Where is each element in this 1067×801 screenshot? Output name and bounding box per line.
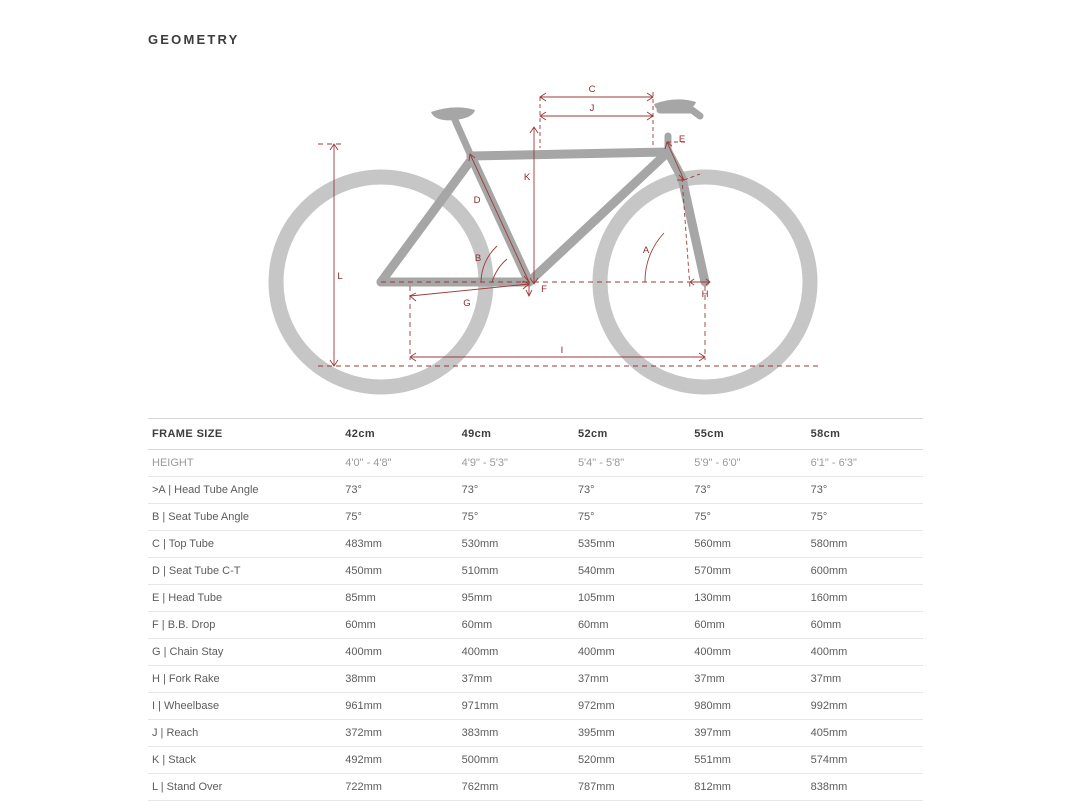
dim-label-D: D — [473, 195, 481, 206]
row-value: 85mm — [345, 592, 376, 604]
dim-label-A: A — [642, 245, 650, 256]
row-value: 580mm — [810, 538, 848, 550]
row-value: 37mm — [810, 673, 842, 685]
row-value: 492mm — [345, 754, 382, 766]
header-size-55: 55cm — [690, 419, 806, 450]
row-value: 95mm — [461, 592, 493, 604]
dim-label-B: B — [474, 253, 482, 264]
row-label: >A | Head Tube Angle — [152, 484, 259, 496]
row-value: 4'0" - 4'8" — [345, 457, 392, 469]
table-body — [148, 450, 923, 801]
row-value: 38mm — [345, 673, 376, 685]
row-value: 383mm — [461, 727, 499, 739]
row-value: 37mm — [694, 673, 725, 685]
row-label: F | B.B. Drop — [152, 619, 216, 631]
dim-label-E: E — [678, 134, 686, 145]
row-label: C | Top Tube — [152, 538, 214, 550]
table-header-row — [148, 419, 923, 450]
dim-label-I: I — [560, 345, 564, 356]
table-row — [148, 612, 923, 639]
table-row — [148, 774, 923, 801]
geometry-table — [148, 418, 923, 801]
row-label: I | Wheelbase — [152, 700, 220, 712]
row-value: 530mm — [461, 538, 499, 550]
frame-graphic — [381, 152, 705, 282]
row-value: 75° — [577, 511, 595, 523]
dim-label-H: H — [701, 289, 709, 300]
row-value: 570mm — [694, 565, 731, 577]
row-value: 971mm — [461, 700, 499, 712]
row-value: 500mm — [461, 754, 499, 766]
dim-label-K: K — [523, 172, 531, 183]
row-value: 600mm — [810, 565, 848, 577]
row-value: 5'9" - 6'0" — [694, 457, 741, 469]
row-value: 762mm — [461, 781, 499, 793]
saddle-graphic — [431, 99, 696, 120]
row-value: 787mm — [577, 781, 615, 793]
row-value: 73° — [461, 484, 479, 496]
table-row — [148, 720, 923, 747]
row-value: 722mm — [345, 781, 382, 793]
row-value: 972mm — [577, 700, 615, 712]
row-value: 37mm — [461, 673, 493, 685]
row-value: 60mm — [345, 619, 376, 631]
row-value: 551mm — [694, 754, 731, 766]
table-row — [148, 693, 923, 720]
row-value: 483mm — [345, 538, 382, 550]
row-value: 510mm — [461, 565, 499, 577]
row-value: 400mm — [461, 646, 499, 658]
row-label: H | Fork Rake — [152, 673, 220, 685]
row-value: 60mm — [694, 619, 725, 631]
row-value: 400mm — [577, 646, 615, 658]
row-value: 520mm — [577, 754, 615, 766]
measurement-lines — [318, 92, 818, 366]
row-value: 450mm — [345, 565, 382, 577]
row-value: 397mm — [694, 727, 731, 739]
table-row — [148, 504, 923, 531]
header-size-49: 49cm — [458, 419, 574, 450]
table-row — [148, 666, 923, 693]
row-label: E | Head Tube — [152, 592, 223, 604]
row-value: 6'1" - 6'3" — [810, 457, 857, 469]
row-label: D | Seat Tube C-T — [152, 565, 241, 577]
row-value: 400mm — [810, 646, 848, 658]
row-value: 400mm — [345, 646, 382, 658]
row-value: 540mm — [577, 565, 615, 577]
row-value: 73° — [694, 484, 711, 496]
row-value: 60mm — [577, 619, 609, 631]
table-row — [148, 747, 923, 774]
header-size-52: 52cm — [574, 419, 690, 450]
dim-label-C: C — [588, 84, 596, 95]
row-value: 105mm — [577, 592, 615, 604]
dim-label-L: L — [337, 271, 343, 282]
header-size-42: 42cm — [341, 419, 457, 450]
row-value: 37mm — [577, 673, 609, 685]
row-value: 160mm — [810, 592, 848, 604]
row-value: 535mm — [577, 538, 615, 550]
row-value: 980mm — [694, 700, 731, 712]
row-value: 75° — [461, 511, 479, 523]
row-label: G | Chain Stay — [152, 646, 224, 658]
row-value: 5'4" - 5'8" — [577, 457, 625, 469]
table-row — [148, 477, 923, 504]
bicycle-geometry-diagram — [148, 70, 923, 400]
row-value: 405mm — [810, 727, 848, 739]
table-row — [148, 450, 923, 477]
row-value: 130mm — [694, 592, 731, 604]
row-label: B | Seat Tube Angle — [152, 511, 250, 523]
row-value: 961mm — [345, 700, 382, 712]
header-frame-size: FRAME SIZE — [148, 419, 341, 450]
row-label: HEIGHT — [152, 457, 194, 469]
row-value: 75° — [694, 511, 711, 523]
page-title: GEOMETRY — [148, 32, 240, 47]
row-value: 395mm — [577, 727, 615, 739]
row-value: 73° — [345, 484, 362, 496]
row-value: 73° — [577, 484, 595, 496]
dim-label-F: F — [541, 284, 547, 295]
row-label: L | Stand Over — [152, 781, 223, 793]
row-value: 812mm — [694, 781, 731, 793]
dim-label-J: J — [589, 103, 595, 114]
row-value: 574mm — [810, 754, 848, 766]
row-value: 60mm — [810, 619, 842, 631]
row-value: 4'9" - 5'3" — [461, 457, 508, 469]
row-value: 838mm — [810, 781, 848, 793]
row-value: 60mm — [461, 619, 493, 631]
table-row — [148, 531, 923, 558]
row-value: 75° — [345, 511, 362, 523]
table-row — [148, 558, 923, 585]
table-row — [148, 585, 923, 612]
row-label: K | Stack — [152, 754, 196, 766]
row-value: 73° — [810, 484, 828, 496]
dim-label-G: G — [463, 298, 471, 309]
row-value: 560mm — [694, 538, 731, 550]
header-size-58: 58cm — [807, 419, 923, 450]
row-label: J | Reach — [152, 727, 199, 739]
row-value: 75° — [810, 511, 828, 523]
row-value: 372mm — [345, 727, 382, 739]
row-value: 400mm — [694, 646, 731, 658]
row-value: 992mm — [810, 700, 848, 712]
dimension-letters — [337, 84, 708, 356]
table-row — [148, 639, 923, 666]
